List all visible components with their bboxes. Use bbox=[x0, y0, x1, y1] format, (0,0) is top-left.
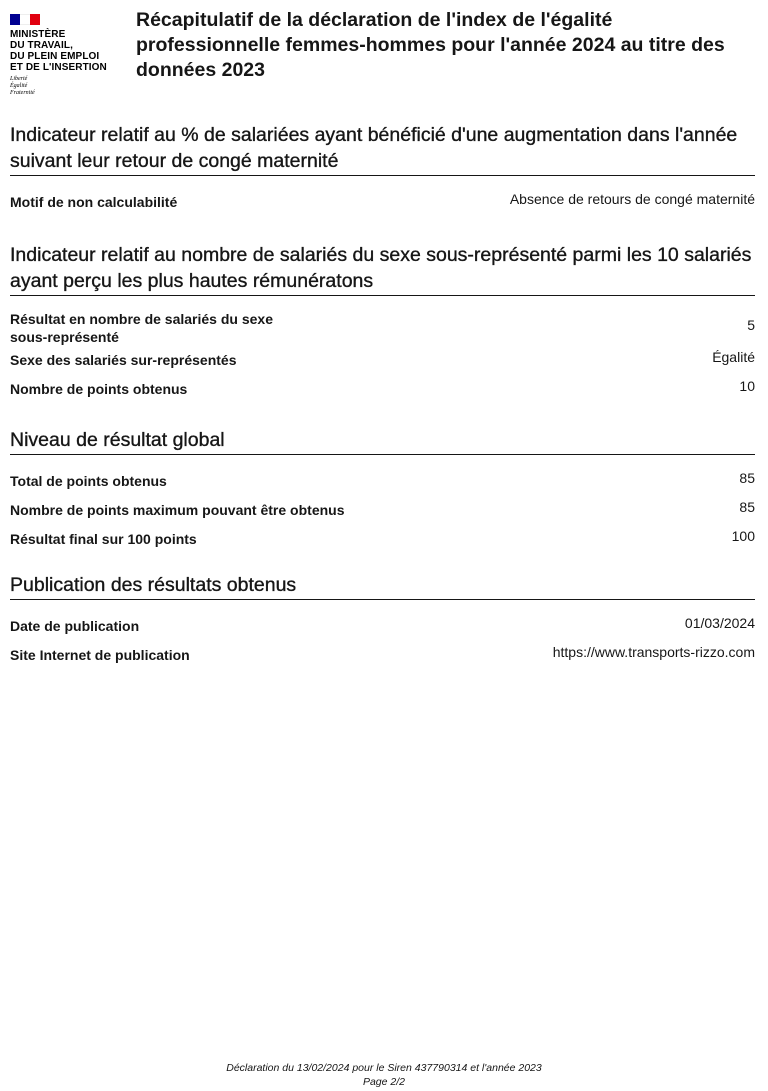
row-value: https://www.transports-rizzo.com bbox=[552, 644, 755, 660]
page-footer bbox=[0, 1061, 768, 1089]
republic-motto: Liberté Égalité Fraternité bbox=[10, 76, 35, 96]
section-global-result bbox=[10, 427, 755, 556]
row-overrepresented-sex bbox=[10, 348, 755, 369]
row-label: Sexe des salariés sur-représentés bbox=[10, 352, 237, 368]
row-value: 5 bbox=[747, 317, 755, 333]
row-label: Total de points obtenus bbox=[10, 473, 167, 489]
page-title: Récapitulatif de la déclaration de l'index de l'égalité professionnelle femmes-hommes pour l'année 2024 au titre des données 2023 bbox=[136, 9, 725, 81]
row-label: Nombre de points maximum pouvant être obtenus bbox=[10, 502, 345, 518]
row-total-points bbox=[10, 469, 755, 490]
row-label: Résultat en nombre de salariés du sexe sous-représenté bbox=[10, 311, 273, 345]
footer-declaration: Déclaration du 13/02/2024 pour le Siren 437790314 et l'année 2023 bbox=[226, 1062, 542, 1074]
section-top-salaries-indicator bbox=[10, 242, 755, 406]
row-value: 85 bbox=[739, 470, 755, 486]
section-publication bbox=[10, 572, 755, 672]
section-title: Indicateur relatif au nombre de salariés du sexe sous-représenté parmi les 10 salariés ayant perçu les plus hautes rémunératons bbox=[10, 242, 755, 296]
row-label: Date de publication bbox=[10, 618, 140, 634]
row-label: Résultat final sur 100 points bbox=[10, 531, 197, 547]
section-maternity-indicator bbox=[10, 122, 755, 219]
row-value: Égalité bbox=[712, 349, 755, 365]
row-value: Absence de retours de congé maternité bbox=[509, 191, 755, 207]
french-flag-icon bbox=[10, 14, 40, 25]
row-value: 01/03/2024 bbox=[684, 615, 755, 631]
row-value: 85 bbox=[739, 499, 755, 515]
row-label: Site Internet de publication bbox=[10, 647, 190, 663]
row-publication-website bbox=[10, 643, 755, 664]
section-title: Publication des résultats obtenus bbox=[10, 572, 755, 600]
row-value: 100 bbox=[731, 528, 755, 544]
section-title: Niveau de résultat global bbox=[10, 427, 755, 455]
row-label: Nombre de points obtenus bbox=[10, 381, 188, 397]
row-label: Motif de non calculabilité bbox=[10, 194, 178, 210]
row-points-obtained bbox=[10, 377, 755, 398]
row-value: 10 bbox=[739, 378, 755, 394]
row-publication-date bbox=[10, 614, 755, 635]
page-header bbox=[10, 8, 758, 108]
row-max-points bbox=[10, 498, 755, 519]
page-number: Page 2/2 bbox=[362, 1076, 406, 1088]
section-title: Indicateur relatif au % de salariées ayant bénéficié d'une augmentation dans l'année suivant leur retour de congé maternité bbox=[10, 122, 755, 176]
row-final-result bbox=[10, 527, 755, 548]
row-non-calculability-reason bbox=[10, 190, 755, 211]
ministry-logo bbox=[10, 14, 130, 97]
row-underrepresented-count bbox=[10, 310, 755, 346]
ministry-name: MINISTÈRE DU TRAVAIL, DU PLEIN EMPLOI ET DE L'INSERTION bbox=[10, 29, 107, 73]
